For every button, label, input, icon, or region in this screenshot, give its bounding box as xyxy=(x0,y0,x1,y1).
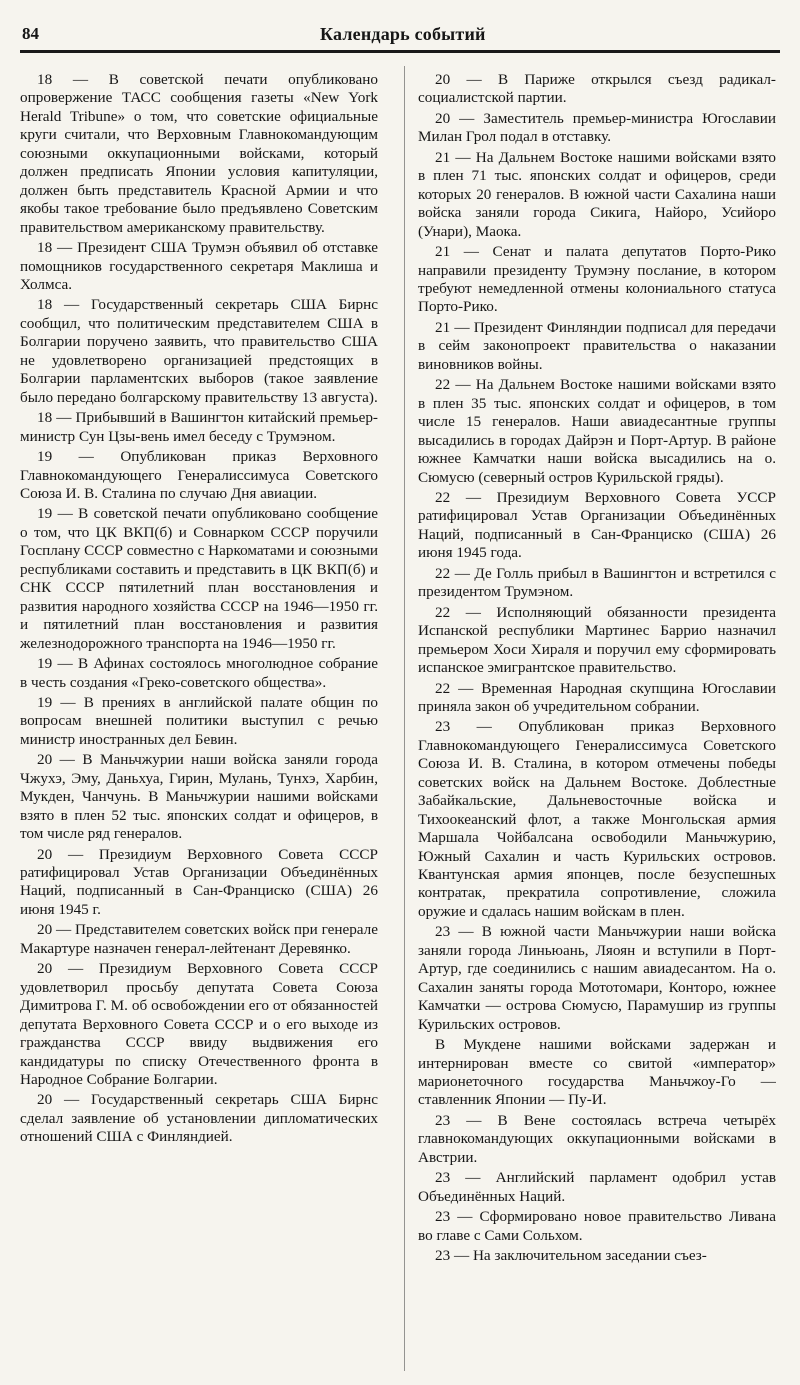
right-column xyxy=(418,71,776,1376)
calendar-entry: 23 — Опубликован приказ Верховного Главнокомандующего Генералиссимуса Советского Союза И. В. Сталина, в котором отмечены победы советских войск на Дальнем Востоке. Доблестные Забайкальские, Дальневосточные войска и Тихоокеанский флот, а также Монгольская армия Маршала Чойбалсана освободили Маньчжурию, Южный Сахалин и часть Курильских островов. Квантунская армия японцев, после безуспешных контратак, прекратила сопротивление, сложила оружие и сдалась нашим войскам в плен. xyxy=(418,718,776,920)
calendar-entry: 21 — На Дальнем Востоке нашими войсками взято в плен 71 тыс. японских солдат и офицеров, среди которых 20 генералов. В южной части Сахалина наши войска заняли города Сикига, Найоро, Усийоро (Унари), Маока. xyxy=(418,148,776,240)
column-divider xyxy=(404,66,405,1371)
calendar-entry: 22 — Де Голль прибыл в Вашингтон и встретился с президентом Трумэном. xyxy=(418,564,776,601)
page-header xyxy=(0,0,800,56)
calendar-entry: 23 — На заключительном заседании съез- xyxy=(435,1247,707,1265)
calendar-entry: 23 — В южной части Маньчжурии наши войска заняли города Линьюань, Ляоян и вступили в Порт-Артур, где соединились с нашим авиадесантом. На о. Сахалин заняты города Мототомари, Конторо, южнее Камчатки — острова Сюмусю, Парамушир из группы Курильских островов. xyxy=(418,923,776,1033)
calendar-entry: 18 — Президент США Трумэн объявил об отставке помощников государственного секретаря Маклиша и Холмса. xyxy=(20,239,378,293)
calendar-entry: 20 — В Париже открылся съезд радикал-социалистской партии. xyxy=(418,71,776,107)
calendar-entry: В Мукдене нашими войсками задержан и интернирован вместе со свитой «император» марионеточного государства Маньчжоу-Го — ставленник Японии — Пу-И. xyxy=(418,1036,776,1109)
calendar-entry: 20 — Государственный секретарь США Бирнс сделал заявление об установлении дипломатических отношений США с Финляндией. xyxy=(20,1091,378,1146)
calendar-entry: 23 — Английский парламент одобрил устав Объединённых Наций. xyxy=(418,1169,776,1205)
running-title: Календарь событий xyxy=(320,24,486,44)
calendar-entry: 23 — В Вене состоялась встреча четырёх главнокомандующих оккупационными войсками в Австрии. xyxy=(418,1111,776,1166)
calendar-entry: 18 — Государственный секретарь США Бирнс сообщил, что политическим представителем США в Болгарии поручено заявить, что правительство США не удовлетворено организацией предстоящих в Болгарии парламентских выборов (такое заявление было передано болгарскому правительству 13 августа). xyxy=(20,296,378,406)
page-number: 84 xyxy=(22,24,39,43)
calendar-entry: 22 — Исполняющий обязанности президента Испанской республики Мартинес Баррио назначил премьером Хоси Хираля и поручил ему сформировать испанское эмигрантское правительство. xyxy=(418,603,776,677)
calendar-entry: 20 — Президиум Верховного Совета СССР удовлетворил просьбу депутата Совета Союза Димитрова Г. М. об освобождении его от обязанностей депутата Верховного Совета СССР и о его выходе из гражданства СССР ввиду выдвижения его кандидатуры по списку Отечественного фронта в Народное Собрание Болгарии. xyxy=(20,960,378,1089)
calendar-entry: 19 — В советской печати опубликовано сообщение о том, что ЦК ВКП(б) и Совнарком СССР поручили Госплану СССР совместно с Наркоматами и союзными республиками составить и представить в ЦК ВКП(б) и СНК СССР пятилетний план восстановления и развития народного хозяйства СССР на 1946—1950 гг. и пятилетний план восстановления и развития железнодорожного транспорта на 1946—1950 гг. xyxy=(20,505,378,652)
calendar-entry: 21 — Президент Финляндии подписал для передачи в сейм законопроект правительства о наказании виновников войны. xyxy=(418,318,776,373)
calendar-entry: 22 — Президиум Верховного Совета УССР ратифицировал Устав Организации Объединённых Наций, подписанный в Сан-Франциско (США) 26 июня 1945 года. xyxy=(418,488,776,562)
calendar-entry: 20 — Представителем советских войск при генерале Макартуре назначен генерал-лейтенант Деревянко. xyxy=(20,921,378,957)
calendar-entry: 18 — В советской печати опубликовано опровержение ТАСС сообщения газеты «New York Herald Tribune» о том, что советские официальные круги считали, что Верховным Главнокомандующим союзными оккупационными войсками, который должен предписать Японии условия капитуляции, должен быть представитель Красной Армии и что якобы такое требование было предъявлено Советским правительством американскому правительству. xyxy=(20,71,378,236)
calendar-entry: 21 — Сенат и палата депутатов Порто-Рико направили президенту Трумэну послание, в котором требуют немедленной отмены колониального статуса Порто-Рико. xyxy=(418,243,776,316)
calendar-entry: 18 — Прибывший в Вашингтон китайский премьер-министр Сун Цзы-вень имел беседу с Трумэном. xyxy=(20,409,378,445)
left-column xyxy=(20,71,378,1376)
calendar-entry: 20 — Президиум Верховного Совета СССР ратифицировал Устав Организации Объединённых Наций, подписанный в Сан-Франциско (США) 26 июня 1945 г. xyxy=(20,845,378,918)
calendar-entry: 19 — В Афинах состоялось многолюдное собрание в честь создания «Греко-советского общества». xyxy=(20,655,378,691)
calendar-entry: 19 — Опубликован приказ Верховного Главнокомандующего Генералиссимуса Советского Союза И. В. Сталина по случаю Дня авиации. xyxy=(20,448,378,502)
calendar-entry: 22 — Временная Народная скупщина Югославии приняла закон об учредительном собрании. xyxy=(418,679,776,715)
calendar-entry: 23 — Сформировано новое правительство Ливана во главе с Сами Сольхом. xyxy=(418,1208,776,1244)
calendar-entry: 19 — В прениях в английской палате общин по вопросам внешней политики выступил с речью министр иностранных дел Бевин. xyxy=(20,693,378,748)
calendar-entry: 20 — В Маньчжурии наши войска заняли города Чжухэ, Эму, Даньхуа, Гирин, Мулань, Тунхэ, Харбин, Мукден, Чанчунь. В Маньчжурии нашими войсками взято в плен 52 тыс. японских солдат и офицеров, в том числе ряд генералов. xyxy=(20,751,378,843)
header-rule xyxy=(20,50,780,53)
calendar-entry: 20 — Заместитель премьер-министра Югославии Милан Грол подал в отставку. xyxy=(418,109,776,146)
calendar-entry: 22 — На Дальнем Востоке нашими войсками взято в плен 35 тыс. японских солдат и офицеров, в том числе 15 генералов. Наши авиадесантные группы высадились в городах Дайрэн и Порт-Артур. В районе южнее Камчатки наши войска высадились на о. Сюмусю (северный остров Курильской гряды). xyxy=(418,376,776,486)
